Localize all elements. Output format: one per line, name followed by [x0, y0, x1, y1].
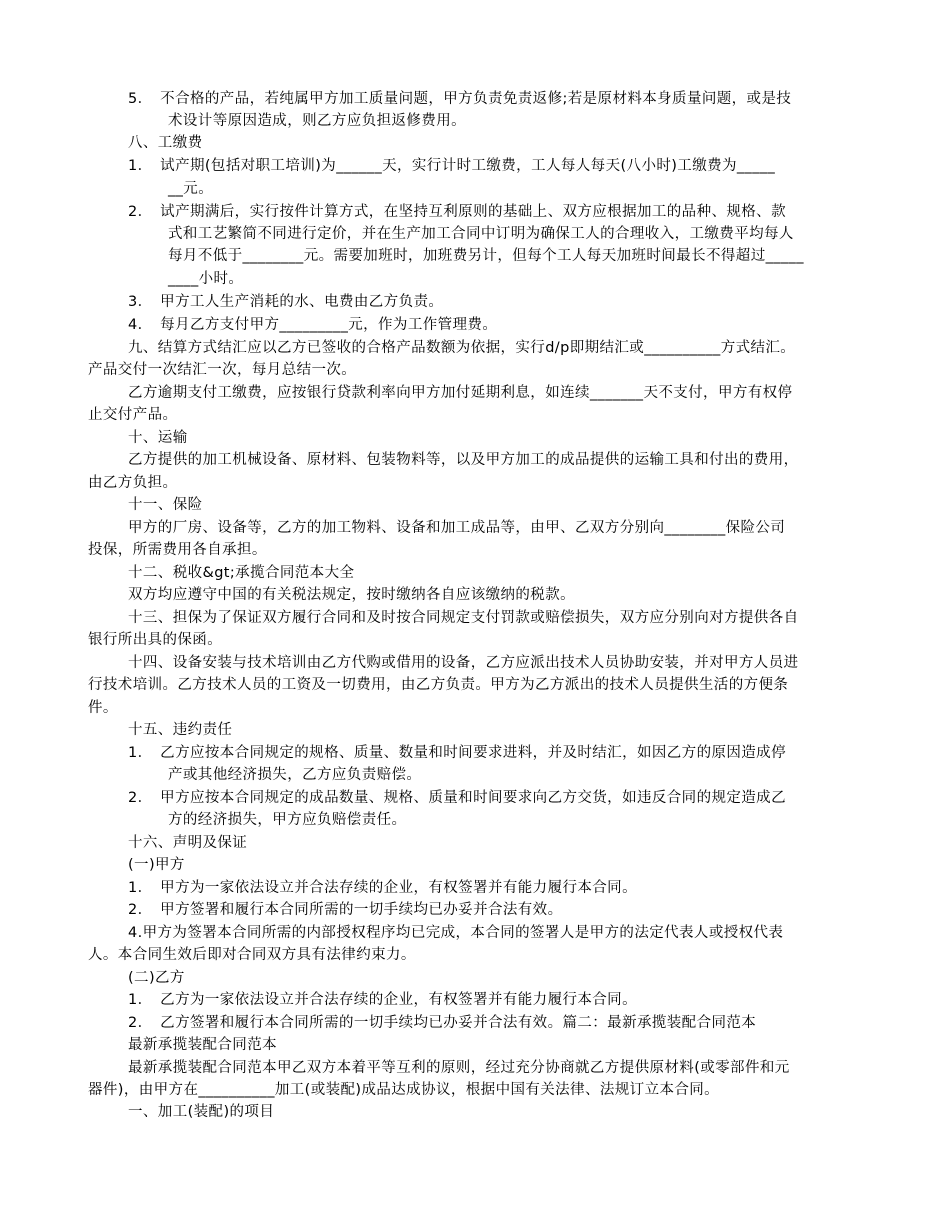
text-line: 最新承揽装配合同范本 [128, 1037, 277, 1053]
text-line: 最新承揽装配合同范本甲乙双方本着平等互利的原则，经过充分协商就乙方提供原材料(或零部件和元 [128, 1060, 790, 1076]
text-line: 十四、设备安装与技术培训由乙方代购或借用的设备，乙方应派出技术人员协助安装，并对甲方人员进 [128, 655, 799, 671]
text-line: 1． 试产期(包括对职工培训)为______天，实行计时工缴费，工人每人每天(八小时)工缴费为_____ [128, 158, 776, 174]
text-line: 术设计等原因造成，则乙方应负担返修费用。 [168, 113, 466, 129]
text-line: 1． 甲方为一家依法设立并合法存续的企业，有权签署并有能力履行本合同。 [128, 880, 637, 896]
text-line: 乙方逾期支付工缴费，应按银行贷款利率向甲方加付延期利息，如连续_______天不支付，甲方有权停 [128, 385, 793, 401]
text-line: 1． 乙方应按本合同规定的规格、质量、数量和时间要求进料，并及时结汇，如因乙方的原因造成停 [128, 745, 786, 761]
text-line: 十三、担保为了保证双方履行合同和及时按合同规定支付罚款或赔偿损失，双方应分别向对方提供各自 [128, 610, 799, 626]
text-line: 行技术培训。乙方技术人员的工资及一切费用，由乙方负责。甲方为乙方派出的技术人员提供生活的方便条 [88, 677, 789, 693]
text-line: 1． 乙方为一家依法设立并合法存续的企业，有权签署并有能力履行本合同。 [128, 992, 637, 1008]
text-line: __元。 [168, 181, 214, 197]
text-line: 止交付产品。 [88, 407, 178, 423]
text-line: 产品交付一次结汇一次，每月总结一次。 [88, 362, 357, 378]
section-heading: 十六、声明及保证 [128, 835, 248, 851]
text-line: 每月不低于________元。需要加班时，加班费另计，但每个工人每天加班时间最长不得超过_____ [168, 248, 804, 264]
section-heading: 一、加工(装配)的项目 [128, 1104, 275, 1120]
text-line: 器件)，由甲方在__________加工(或装配)成品达成协议，根据中国有关法律、法规订立本合同。 [88, 1082, 720, 1098]
text-line: 式和工艺繁简不同进行定价，并在生产加工合同中订明为确保工人的合理收入，工缴费平均每人 [168, 226, 794, 242]
section-heading: 八、工缴费 [128, 135, 203, 151]
text-line: 银行所出具的保函。 [88, 632, 223, 648]
text-line: 产或其他经济损失，乙方应负责赔偿。 [168, 767, 422, 783]
section-heading: 十二、税收&gt;承揽合同范本大全 [128, 565, 355, 581]
text-line: 方的经济损失，甲方应负赔偿责任。 [168, 812, 407, 828]
text-line: 人。本合同生效后即对合同双方具有法律约束力。 [88, 947, 416, 963]
text-line: 2． 试产期满后，实行按件计算方式，在坚持互利原则的基础上、双方应根据加工的品种、规格、款 [128, 204, 786, 220]
text-line: ____小时。 [168, 271, 244, 287]
text-line: 由乙方负担。 [88, 475, 178, 491]
text-line: 2． 乙方签署和履行本合同所需的一切手续均已办妥并合法有效。篇二：最新承揽装配合同范本 [128, 1015, 757, 1031]
text-line: 4.甲方为签署本合同所需的内部授权程序均已完成，本合同的签署人是甲方的法定代表人或授权代表 [128, 925, 784, 941]
section-heading: 十、运输 [128, 430, 188, 446]
text-line: 2． 甲方应按本合同规定的成品数量、规格、质量和时间要求向乙方交货，如违反合同的规定造成乙 [128, 790, 786, 806]
section-heading: 十五、违约责任 [128, 722, 233, 738]
text-line: (二)乙方 [128, 970, 185, 986]
text-line: 5． 不合格的产品，若纯属甲方加工质量问题，甲方负责免责返修;若是原材料本身质量问题，或是技 [128, 91, 792, 107]
text-line: 投保，所需费用各自承担。 [88, 542, 267, 558]
text-line: 件。 [88, 700, 118, 716]
text-line: 4． 每月乙方支付甲方_________元，作为工作管理费。 [128, 317, 498, 333]
text-line: 3． 甲方工人生产消耗的水、电费由乙方负责。 [128, 294, 444, 310]
text-line: (一)甲方 [128, 857, 185, 873]
text-line: 乙方提供的加工机械设备、原材料、包装物料等，以及甲方加工的成品提供的运输工具和付出的费用， [128, 452, 799, 468]
text-line: 九、结算方式结汇应以乙方已签收的合格产品数额为依据，实行d/p即期结汇或__________方式结汇。 [128, 340, 796, 356]
text-line: 双方均应遵守中国的有关税法规定，按时缴纳各自应该缴纳的税款。 [128, 587, 575, 603]
text-line: 甲方的厂房、设备等，乙方的加工物料、设备和加工成品等，由甲、乙双方分别向________保险公司 [128, 520, 786, 536]
section-heading: 十一、保险 [128, 497, 203, 513]
text-line: 2． 甲方签署和履行本合同所需的一切手续均已办妥并合法有效。 [128, 902, 563, 918]
